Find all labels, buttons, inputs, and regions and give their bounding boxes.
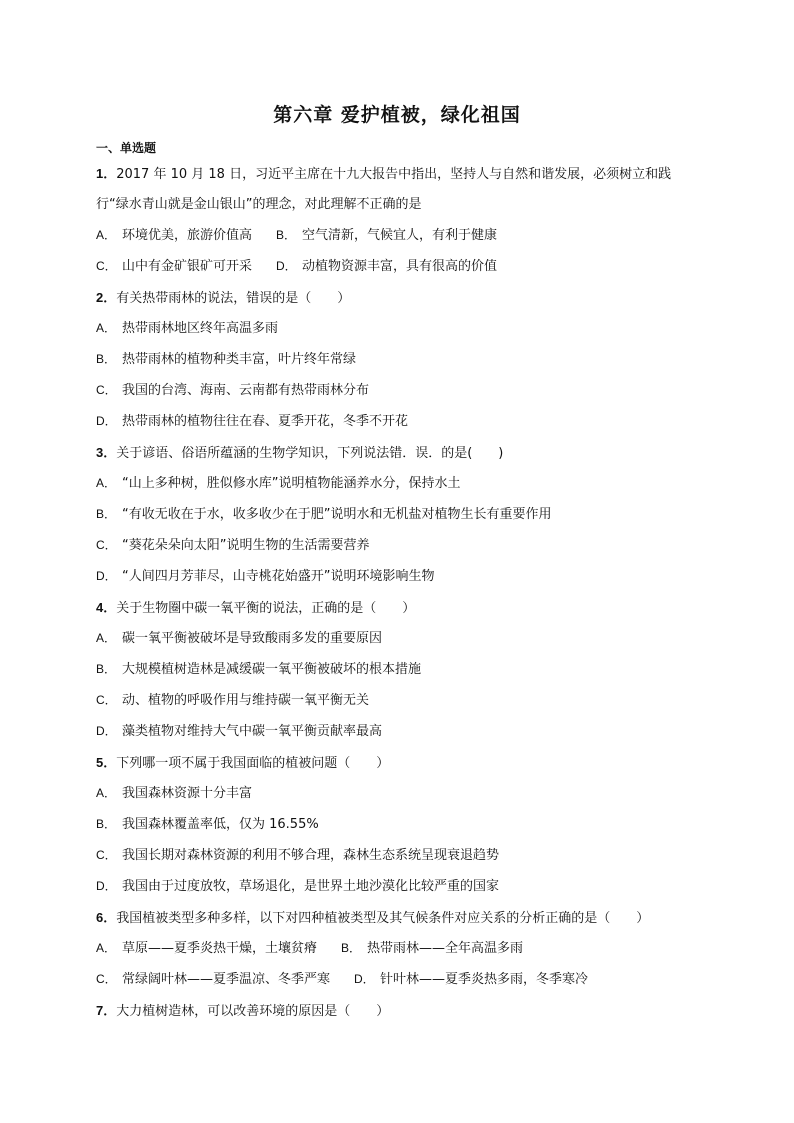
option-text: 我国长期对森林资源的利用不够合理，森林生态系统呈现衰退趋势 xyxy=(122,848,500,863)
option-text: “人间四月芳菲尽，山寺桃花始盛开”说明环境影响生物 xyxy=(122,569,435,584)
option-letter: B． xyxy=(96,817,117,831)
option-text: 我国森林覆盖率低，仅为 16.55% xyxy=(122,817,319,832)
option-letter: D． xyxy=(96,724,117,738)
option xyxy=(96,809,716,840)
option-letter: D． xyxy=(96,879,117,893)
option-letter: A． xyxy=(96,321,117,335)
option xyxy=(96,468,716,499)
option-letter: D． xyxy=(96,414,117,428)
option-letter: A． xyxy=(96,786,117,800)
option-text: 热带雨林的植物种类丰富，叶片终年常绿 xyxy=(122,352,357,367)
option-row xyxy=(96,220,716,251)
option-letter: B． xyxy=(96,662,117,676)
option-text: 草原——夏季炎热干燥，土壤贫瘠 xyxy=(122,941,318,956)
option-letter: C． xyxy=(96,972,117,986)
question-text: 我国植被类型多种多样，以下对四种植被类型及其气候条件对应关系的分析正确的是（ ） xyxy=(116,911,650,926)
question-4-stem xyxy=(96,592,716,623)
question-number: 2． xyxy=(96,290,117,305)
option-letter: B． xyxy=(96,352,117,366)
option xyxy=(96,406,716,437)
option-text: 空气清新，气候宜人，有利于健康 xyxy=(302,228,498,243)
option-letter: D． xyxy=(276,259,297,273)
option-text: “有收无收在于水，收多收少在于肥”说明水和无机盐对植物生长有重要作用 xyxy=(122,507,552,522)
option-letter: D． xyxy=(354,972,375,986)
question-1-stem-line-1 xyxy=(96,158,716,189)
option-text: 我国由于过度放牧，草场退化，是世界土地沙漠化比较严重的国家 xyxy=(122,879,500,894)
question-3-stem xyxy=(96,437,716,468)
option-text: 大规模植树造林是减缓碳一氧平衡被破坏的根本措施 xyxy=(122,662,422,677)
option-letter: A． xyxy=(96,228,117,242)
option-letter: A． xyxy=(96,476,117,490)
option xyxy=(96,499,716,530)
option-letter: A． xyxy=(96,631,117,645)
option-text: 碳一氧平衡被破坏是导致酸雨多发的重要原因 xyxy=(122,631,383,646)
option-letter: C． xyxy=(96,538,117,552)
option-text: 动、植物的呼吸作用与维持碳一氧平衡无关 xyxy=(122,693,370,708)
option xyxy=(96,840,716,871)
option-letter: B． xyxy=(276,228,297,242)
option-text: 山中有金矿银矿可开采 xyxy=(122,259,253,274)
option-text: 热带雨林的植物往往在春、夏季开花，冬季不开花 xyxy=(122,414,409,429)
question-text: 大力植树造林，可以改善环境的原因是（ ） xyxy=(116,1004,390,1019)
option xyxy=(96,654,716,685)
question-text: 关于生物圈中碳一氧平衡的说法，正确的是（ ） xyxy=(116,601,416,616)
option xyxy=(96,313,716,344)
page-title: 第六章 爱护植被，绿化祖国 xyxy=(273,104,521,126)
option-row xyxy=(96,251,716,282)
question-number: 7． xyxy=(96,1003,117,1018)
option-text: 热带雨林——全年高温多雨 xyxy=(367,941,524,956)
question-number: 1． xyxy=(96,166,117,181)
question-text: 关于谚语、俗语所蕴涵的生物学知识，下列说法错．误．的是( ) xyxy=(116,446,504,461)
option-text: 环境优美，旅游价值高 xyxy=(122,228,253,243)
option xyxy=(96,871,716,902)
option-letter: C． xyxy=(96,848,117,862)
option xyxy=(96,561,716,592)
option-letter: A． xyxy=(96,941,117,955)
option-row xyxy=(96,933,716,964)
option-text: 常绿阔叶林——夏季温凉、冬季严寒 xyxy=(122,972,331,987)
option-text: 我国的台湾、海南、云南都有热带雨林分布 xyxy=(122,383,370,398)
option-text: 动植物资源丰富，具有很高的价值 xyxy=(302,259,498,274)
option xyxy=(96,530,716,561)
question-1-stem-line-2: 行“绿水青山就是金山银山”的理念，对此理解不正确的是 xyxy=(96,197,422,212)
option-letter: C． xyxy=(96,383,117,397)
question-number: 3． xyxy=(96,445,117,460)
option-text: 针叶林——夏季炎热多雨，冬季寒冷 xyxy=(380,972,589,987)
question-number: 5． xyxy=(96,755,117,770)
option-letter: D． xyxy=(96,569,117,583)
option xyxy=(96,344,716,375)
question-text: 下列哪一项不属于我国面临的植被问题（ ） xyxy=(116,756,390,771)
option-text: 热带雨林地区终年高温多雨 xyxy=(122,321,279,336)
question-5-stem xyxy=(96,747,716,778)
option-text: “山上多种树，胜似修水库”说明植物能涵养水分，保持水土 xyxy=(122,476,461,491)
question-2-stem xyxy=(96,282,716,313)
option-letter: C． xyxy=(96,259,117,273)
section-heading: 一、单选题 xyxy=(96,141,157,155)
question-7-stem xyxy=(96,995,716,1026)
option-row xyxy=(96,964,716,995)
option xyxy=(96,375,716,406)
option xyxy=(96,685,716,716)
option-letter: C． xyxy=(96,693,117,707)
option xyxy=(96,778,716,809)
option-letter: B． xyxy=(96,507,117,521)
option-text: 我国森林资源十分丰富 xyxy=(122,786,253,801)
option xyxy=(96,716,716,747)
question-6-stem xyxy=(96,902,716,933)
option xyxy=(96,623,716,654)
question-number: 4． xyxy=(96,600,117,615)
question-text: 2017 年 10 月 18 日，习近平主席在十九大报告中指出，坚持人与自然和谐发展，必须树立和践 xyxy=(116,167,672,182)
question-text: 有关热带雨林的说法，错误的是（ ） xyxy=(116,291,351,306)
option-text: “葵花朵朵向太阳”说明生物的生活需要营养 xyxy=(122,538,370,553)
option-letter: B． xyxy=(341,941,362,955)
question-list xyxy=(96,158,716,1026)
question-number: 6． xyxy=(96,910,117,925)
option-text: 藻类植物对维持大气中碳一氧平衡贡献率最高 xyxy=(122,724,383,739)
